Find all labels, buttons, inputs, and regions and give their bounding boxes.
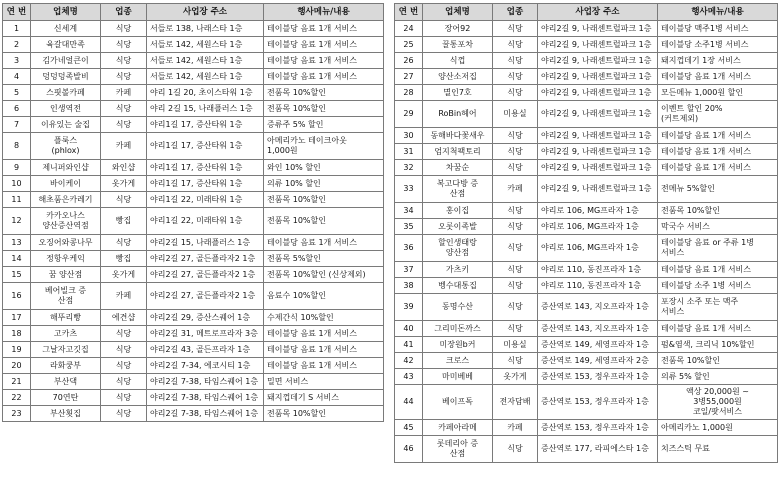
table-row: [395, 203, 778, 219]
table-row: [395, 420, 778, 436]
cell-name: 할인생태랑 양산점: [423, 235, 493, 262]
table-row: [3, 133, 384, 160]
cell-address: 야리2길 9, 나래센트럴파크 1층: [538, 144, 658, 160]
cell-address: 서들로 142, 세원스타 1층: [147, 53, 264, 69]
cell-type: 식당: [493, 37, 538, 53]
table-row: [3, 160, 384, 176]
cell-address: 야리2길 9, 나래센트럴파크 1층: [538, 176, 658, 203]
cell-event: 테이블당 음료 1개 서비스: [658, 69, 778, 85]
cell-event: 와인 10% 할인: [264, 160, 384, 176]
cell-address: 야리2길 31, 메트로프라자 3층: [147, 326, 264, 342]
table-row: [3, 390, 384, 406]
table-row: [395, 219, 778, 235]
cell-address: 야리1길 22, 미래타워 1층: [147, 208, 264, 235]
cell-no: 39: [395, 294, 423, 321]
cell-no: 31: [395, 144, 423, 160]
cell-name: 베이프독: [423, 385, 493, 420]
cell-event: 테이블당 음료 1개 서비스: [658, 262, 778, 278]
cell-address: 야리2길 9, 나래센트럴파크 1층: [538, 21, 658, 37]
cell-event: 테이블당 음료 1개 서비스: [264, 53, 384, 69]
cell-no: 25: [395, 37, 423, 53]
cell-type: 식당: [493, 203, 538, 219]
cell-address: 서들로 142, 세원스타 1층: [147, 37, 264, 53]
cell-address: 야리2길 27, 골든플라자2 1층: [147, 251, 264, 267]
cell-no: 29: [395, 101, 423, 128]
cell-address: 야리2길 9, 나래센트럴파크 1층: [538, 101, 658, 128]
cell-event: 돼지껍데기 1장 서비스: [658, 53, 778, 69]
table-row: [3, 358, 384, 374]
cell-type: 카페: [493, 176, 538, 203]
cell-no: 46: [395, 436, 423, 463]
cell-event: 포장시 소주 또는 맥주 서비스: [658, 294, 778, 321]
cell-no: 11: [3, 192, 31, 208]
cell-name: 미장원b커: [423, 337, 493, 353]
cell-type: 식당: [493, 294, 538, 321]
cell-type: 식당: [101, 374, 147, 390]
cell-event: 테이블당 음료 1개 서비스: [264, 342, 384, 358]
cell-event: 전품목 10%할인: [264, 192, 384, 208]
cell-no: 18: [3, 326, 31, 342]
cell-type: 식당: [101, 235, 147, 251]
cell-type: 빵집: [101, 208, 147, 235]
cell-event: 이벤트 할인 20% (커트제외): [658, 101, 778, 128]
cell-no: 20: [3, 358, 31, 374]
cell-no: 32: [395, 160, 423, 176]
cell-address: 야리2길 9, 나래센트럴파크 1층: [538, 160, 658, 176]
cell-address: 야리2길 7-38, 타임스퀘어 1층: [147, 406, 264, 422]
cell-address: 야리1길 17, 증산타워 1층: [147, 160, 264, 176]
table-row: [3, 85, 384, 101]
cell-event: 테이블당 음료 1개 서비스: [264, 21, 384, 37]
cell-no: 3: [3, 53, 31, 69]
cell-address: 야리2길 9, 나래센트럴파크 1층: [538, 53, 658, 69]
cell-no: 17: [3, 310, 31, 326]
cell-address: 야리로 106, MG프라자 1층: [538, 219, 658, 235]
cell-no: 5: [3, 85, 31, 101]
cell-address: 야리2길 7-38, 타임스퀘어 1층: [147, 390, 264, 406]
table-row: [395, 278, 778, 294]
table-row: [395, 101, 778, 128]
cell-name: 70연탄: [31, 390, 101, 406]
cell-event: 전품목 10%할인: [658, 353, 778, 369]
cell-name: 부산댁: [31, 374, 101, 390]
cell-type: 식당: [101, 326, 147, 342]
cell-type: 식당: [493, 321, 538, 337]
table-row: [395, 176, 778, 203]
cell-address: 야리1길 22, 미래타워 1층: [147, 192, 264, 208]
cell-type: 식당: [101, 192, 147, 208]
table-row: [395, 369, 778, 385]
cell-event: 밀면 서비스: [264, 374, 384, 390]
cell-name: 신세계: [31, 21, 101, 37]
cell-name: 가츠키: [423, 262, 493, 278]
table-row: [3, 176, 384, 192]
cell-address: 야리2길 27, 골든플라자2 1층: [147, 283, 264, 310]
cell-event: 전품목 10%할인: [264, 208, 384, 235]
cell-type: 식당: [493, 235, 538, 262]
cell-type: 카페: [101, 283, 147, 310]
cell-event: 테이블당 음료 1개 서비스: [264, 358, 384, 374]
cell-event: 테이블당 음료 1개 서비스: [658, 144, 778, 160]
cell-address: 증산역로 149, 세영프라자 1층: [538, 337, 658, 353]
table-row: [3, 267, 384, 283]
table-row: [3, 235, 384, 251]
cell-address: 야리2길 43, 골든프라자 1층: [147, 342, 264, 358]
store-table-right: [394, 3, 778, 463]
cell-name: 동명수산: [423, 294, 493, 321]
cell-event: 모든메뉴 1,000원 할인: [658, 85, 778, 101]
cell-name: 멸인7호: [423, 85, 493, 101]
table-row: [3, 310, 384, 326]
cell-address: 야리2길 29, 증산스퀘어 1층: [147, 310, 264, 326]
cell-name: 고카츠: [31, 326, 101, 342]
cell-type: 식당: [101, 37, 147, 53]
cell-type: 옷가게: [101, 267, 147, 283]
table-row: [395, 294, 778, 321]
cell-name: 바이케이: [31, 176, 101, 192]
cell-address: 야리로 106, MG프라자 1층: [538, 235, 658, 262]
cell-event: 테이블당 소주 1병 서비스: [658, 278, 778, 294]
cell-address: 야리로 110, 동진프라자 1층: [538, 278, 658, 294]
table-row: [3, 37, 384, 53]
cell-type: 카페: [493, 420, 538, 436]
cell-type: 식당: [493, 278, 538, 294]
cell-name: 엄지척팩토리: [423, 144, 493, 160]
cell-no: 27: [395, 69, 423, 85]
cell-no: 42: [395, 353, 423, 369]
cell-event: 테이블당 음료 1개 서비스: [658, 160, 778, 176]
cell-event: 액상 20,000원 ~ 3병55,000원 코일/팟서비스: [658, 385, 778, 420]
cell-no: 2: [3, 37, 31, 53]
cell-address: 증산역로 143, 지오프라자 1층: [538, 294, 658, 321]
cell-address: 증산역로 149, 세영프라자 2층: [538, 353, 658, 369]
cell-name: 해뚜리빵: [31, 310, 101, 326]
header-row: [3, 4, 384, 21]
header-type: 업종: [101, 4, 147, 21]
cell-address: 야리 1길 20, 초이스타워 1층: [147, 85, 264, 101]
cell-no: 26: [395, 53, 423, 69]
cell-no: 24: [395, 21, 423, 37]
cell-no: 38: [395, 278, 423, 294]
table-row: [395, 262, 778, 278]
cell-event: 전메뉴 5%할인: [658, 176, 778, 203]
cell-name: RoBin헤어: [423, 101, 493, 128]
table-row: [395, 128, 778, 144]
cell-event: 막국수 서비스: [658, 219, 778, 235]
cell-address: 야리1길 17, 증산타워 1층: [147, 117, 264, 133]
table-row: [395, 85, 778, 101]
cell-type: 식당: [493, 128, 538, 144]
cell-name: 홍이집: [423, 203, 493, 219]
cell-no: 7: [3, 117, 31, 133]
cell-address: 야리 2길 15, 나래플러스 1층: [147, 101, 264, 117]
header-address: 사업장 주소: [147, 4, 264, 21]
cell-name: 부산횟집: [31, 406, 101, 422]
header-event: 행사메뉴/내용: [264, 4, 384, 21]
cell-type: 식당: [493, 53, 538, 69]
cell-no: 12: [3, 208, 31, 235]
cell-address: 증산역로 143, 지오프라자 1층: [538, 321, 658, 337]
cell-name: 카카오나스 양산증산역점: [31, 208, 101, 235]
cell-no: 23: [3, 406, 31, 422]
cell-address: 야리로 106, MG프라자 1층: [538, 203, 658, 219]
table-row: [3, 326, 384, 342]
cell-event: 전품목 5%할인: [264, 251, 384, 267]
cell-no: 6: [3, 101, 31, 117]
cell-name: 이유있는 술집: [31, 117, 101, 133]
cell-type: 미용실: [493, 101, 538, 128]
cell-address: 증산역로 153, 정우프라자 1층: [538, 420, 658, 436]
cell-name: 카페아라메: [423, 420, 493, 436]
cell-no: 8: [3, 133, 31, 160]
table-row: [395, 321, 778, 337]
cell-name: 베어빌크 증 산점: [31, 283, 101, 310]
cell-address: 증산역로 153, 정우프라자 1층: [538, 385, 658, 420]
cell-name: 육갈대만족: [31, 37, 101, 53]
cell-name: 정항우케익: [31, 251, 101, 267]
cell-event: 돼지껍데기 S 서비스: [264, 390, 384, 406]
cell-no: 19: [3, 342, 31, 358]
table-row: [3, 21, 384, 37]
store-table-left: [2, 3, 384, 422]
cell-name: 장어92: [423, 21, 493, 37]
cell-type: 카페: [101, 85, 147, 101]
cell-event: 테이블당 음료 1개 서비스: [264, 37, 384, 53]
table-row: [3, 101, 384, 117]
cell-type: 옷가게: [493, 369, 538, 385]
cell-event: 테이블당 음료 1개 서비스: [264, 326, 384, 342]
cell-name: 차꿈순: [423, 160, 493, 176]
cell-type: 에견샵: [101, 310, 147, 326]
cell-type: 식당: [101, 69, 147, 85]
cell-name: 오징어와콩나무: [31, 235, 101, 251]
cell-type: 식당: [101, 358, 147, 374]
header-type: 업종: [493, 4, 538, 21]
cell-event: 테이블당 음료 1개 서비스: [264, 69, 384, 85]
table-row: [3, 69, 384, 85]
table-row: [395, 69, 778, 85]
cell-type: 식당: [493, 262, 538, 278]
cell-address: 야리2길 7-34, 에코시티 1층: [147, 358, 264, 374]
cell-address: 야리2길 7-38, 타임스퀘어 1층: [147, 374, 264, 390]
cell-name: 인생역전: [31, 101, 101, 117]
cell-address: 증산역로 177, 라피에스타 1층: [538, 436, 658, 463]
table-row: [3, 342, 384, 358]
cell-name: 벵수대통집: [423, 278, 493, 294]
table-row: [3, 208, 384, 235]
cell-name: 복고다방 증 산점: [423, 176, 493, 203]
cell-address: 야리2길 15, 나래플러스 1층: [147, 235, 264, 251]
cell-type: 식당: [101, 406, 147, 422]
cell-no: 4: [3, 69, 31, 85]
cell-type: 식당: [493, 436, 538, 463]
cell-no: 22: [3, 390, 31, 406]
header-row: [395, 4, 778, 21]
cell-name: 오롯이족발: [423, 219, 493, 235]
table-row: [3, 192, 384, 208]
cell-type: 식당: [493, 85, 538, 101]
cell-event: 테이블당 음료 or 주류 1병 서비스: [658, 235, 778, 262]
cell-address: 야리2길 9, 나래센트럴파크 1층: [538, 37, 658, 53]
table-row: [395, 436, 778, 463]
table-row: [395, 385, 778, 420]
table-row: [395, 37, 778, 53]
cell-name: 롯데리아 증 산점: [423, 436, 493, 463]
cell-name: 스핏볼카페: [31, 85, 101, 101]
cell-event: 아메리카노 1,000원: [658, 420, 778, 436]
cell-type: 식당: [493, 21, 538, 37]
cell-address: 야리2길 9, 나래센트럴파크 1층: [538, 85, 658, 101]
cell-no: 21: [3, 374, 31, 390]
header-no: 연 번: [395, 4, 423, 21]
cell-event: 전품목 10%할인 (신상제외): [264, 267, 384, 283]
cell-name: 꿈 양산점: [31, 267, 101, 283]
table-row: [395, 235, 778, 262]
cell-no: 37: [395, 262, 423, 278]
cell-address: 증산역로 153, 정우프라자 1층: [538, 369, 658, 385]
cell-event: 전품목 10%할인: [658, 203, 778, 219]
cell-name: 덩덩덩족발비: [31, 69, 101, 85]
table-row: [395, 53, 778, 69]
cell-event: 테이블당 소주1병 서비스: [658, 37, 778, 53]
cell-name: 플룩스 (phlox): [31, 133, 101, 160]
cell-event: 테이블당 맥주1병 서비스: [658, 21, 778, 37]
cell-no: 41: [395, 337, 423, 353]
cell-name: 그날자고깃집: [31, 342, 101, 358]
cell-name: 그리미돈까스: [423, 321, 493, 337]
cell-name: 동해바다꽃새우: [423, 128, 493, 144]
cell-type: 식당: [101, 21, 147, 37]
cell-type: 식당: [101, 390, 147, 406]
cell-name: 식껍: [423, 53, 493, 69]
cell-no: 35: [395, 219, 423, 235]
table-row: [3, 251, 384, 267]
cell-address: 야리2길 27, 골든플라자2 1층: [147, 267, 264, 283]
cell-no: 45: [395, 420, 423, 436]
cell-type: 식당: [101, 117, 147, 133]
cell-no: 36: [395, 235, 423, 262]
cell-event: 테이블당 음료 1개 서비스: [264, 235, 384, 251]
cell-event: 치즈스틱 무료: [658, 436, 778, 463]
table-row: [395, 144, 778, 160]
cell-event: 전품목 10%할인: [264, 85, 384, 101]
cell-no: 16: [3, 283, 31, 310]
cell-event: 의류 10% 할인: [264, 176, 384, 192]
cell-event: 전품목 10%할인: [264, 101, 384, 117]
cell-address: 야리1길 17, 증산타워 1층: [147, 176, 264, 192]
cell-type: 식당: [493, 219, 538, 235]
header-no: 연 번: [3, 4, 31, 21]
cell-name: 꿀통포차: [423, 37, 493, 53]
cell-name: 해초품은카레기: [31, 192, 101, 208]
cell-address: 야리1길 17, 증산타워 1층: [147, 133, 264, 160]
table-row: [3, 53, 384, 69]
cell-type: 식당: [493, 144, 538, 160]
cell-address: 서들로 142, 세원스타 1층: [147, 69, 264, 85]
cell-type: 식당: [493, 353, 538, 369]
cell-type: 카페: [101, 133, 147, 160]
header-address: 사업장 주소: [538, 4, 658, 21]
cell-name: 라화쿵부: [31, 358, 101, 374]
cell-no: 15: [3, 267, 31, 283]
header-event: 행사메뉴/내용: [658, 4, 778, 21]
cell-no: 10: [3, 176, 31, 192]
cell-type: 식당: [493, 69, 538, 85]
cell-address: 야리2길 9, 나래센트럴파크 1층: [538, 128, 658, 144]
cell-no: 44: [395, 385, 423, 420]
cell-address: 야리로 110, 동진프라자 1층: [538, 262, 658, 278]
cell-no: 43: [395, 369, 423, 385]
cell-no: 33: [395, 176, 423, 203]
cell-no: 30: [395, 128, 423, 144]
cell-type: 와인샵: [101, 160, 147, 176]
cell-event: 수제간식 10%할인: [264, 310, 384, 326]
cell-type: 식당: [493, 160, 538, 176]
cell-event: 아메리카노 테이크아웃 1,000원: [264, 133, 384, 160]
table-row: [3, 117, 384, 133]
cell-no: 1: [3, 21, 31, 37]
cell-type: 빵집: [101, 251, 147, 267]
cell-event: 의류 5% 할인: [658, 369, 778, 385]
header-name: 업체명: [423, 4, 493, 21]
table-row: [3, 374, 384, 390]
table-row: [3, 283, 384, 310]
cell-address: 야리2길 9, 나래센트럴파크 1층: [538, 69, 658, 85]
cell-type: 식당: [101, 53, 147, 69]
cell-type: 전자담배: [493, 385, 538, 420]
cell-no: 9: [3, 160, 31, 176]
cell-name: 김가네얼큰이: [31, 53, 101, 69]
cell-type: 식당: [101, 101, 147, 117]
cell-no: 28: [395, 85, 423, 101]
cell-type: 미용실: [493, 337, 538, 353]
cell-event: 테이블당 음료 1개 서비스: [658, 128, 778, 144]
table-row: [3, 406, 384, 422]
cell-address: 서들로 138, 나래스타 1층: [147, 21, 264, 37]
table-row: [395, 160, 778, 176]
cell-event: 전품목 10%할인: [264, 406, 384, 422]
cell-name: 양산소저집: [423, 69, 493, 85]
table-row: [395, 21, 778, 37]
cell-no: 34: [395, 203, 423, 219]
cell-name: 크로스: [423, 353, 493, 369]
cell-type: 옷가게: [101, 176, 147, 192]
cell-no: 40: [395, 321, 423, 337]
cell-name: 마미베베: [423, 369, 493, 385]
cell-type: 식당: [101, 342, 147, 358]
cell-event: 증류주 5% 할인: [264, 117, 384, 133]
header-name: 업체명: [31, 4, 101, 21]
cell-event: 펌&염색, 크리닉 10%할인: [658, 337, 778, 353]
table-row: [395, 353, 778, 369]
cell-no: 14: [3, 251, 31, 267]
cell-event: 테이블당 음료 1개 서비스: [658, 321, 778, 337]
table-row: [395, 337, 778, 353]
cell-event: 음료수 10%할인: [264, 283, 384, 310]
cell-name: 제니퍼와인샵: [31, 160, 101, 176]
cell-no: 13: [3, 235, 31, 251]
